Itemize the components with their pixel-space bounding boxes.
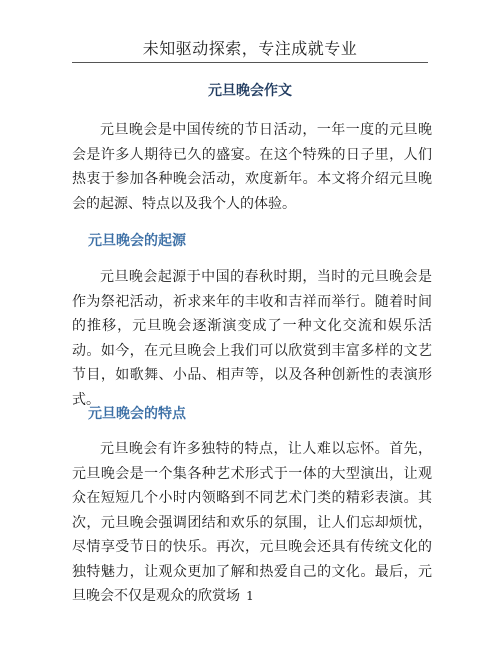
section-body-origin: 元旦晚会起源于中国的春秋时期，当时的元旦晚会是作为祭祀活动，祈求来年的丰收和吉祥而举行。随着时间的推移，元旦晚会逐渐演变成了一种文化交流和娱乐活动。如今，在元旦晚会上我们可以欣赏到丰富多样的文艺节目，如歌舞、小品、相声等，以及各种创新性的表演形式。 (72, 269, 432, 408)
section-body-features: 元旦晚会有许多独特的特点，让人难以忘怀。首先，元旦晚会是一个集各种艺术形式于一体的大型演出，让观众在短短几个小时内领略到不同艺术门类的精彩表演。其次，元旦晚会强调团结和欢乐的氛围，让人们忘却烦忧，尽情享受节日的快乐。再次，元旦晚会还具有传统文化的独特魅力，让观众更加了解和热爱自己的文化。最后，元旦晚会不仅是观众的欣赏场 (72, 441, 432, 604)
section-heading-features: 元旦晚会的特点 (88, 406, 186, 422)
document-title: 元旦晚会作文 (208, 83, 292, 99)
intro-paragraph: 元旦晚会是中国传统的节日活动，一年一度的元旦晚会是许多人期待已久的盛宴。在这个特殊的日子里，人们热衷于参加各种晚会活动，欢度新年。本文将介绍元旦晚会的起源、特点以及我个人的体验。 (72, 122, 432, 212)
page-number: 1 (246, 589, 254, 603)
header-divider (72, 62, 428, 63)
header-slogan: 未知驱动探索，专注成就专业 (142, 39, 358, 58)
page-header (0, 0, 500, 64)
section-heading-origin: 元旦晚会的起源 (88, 233, 186, 249)
